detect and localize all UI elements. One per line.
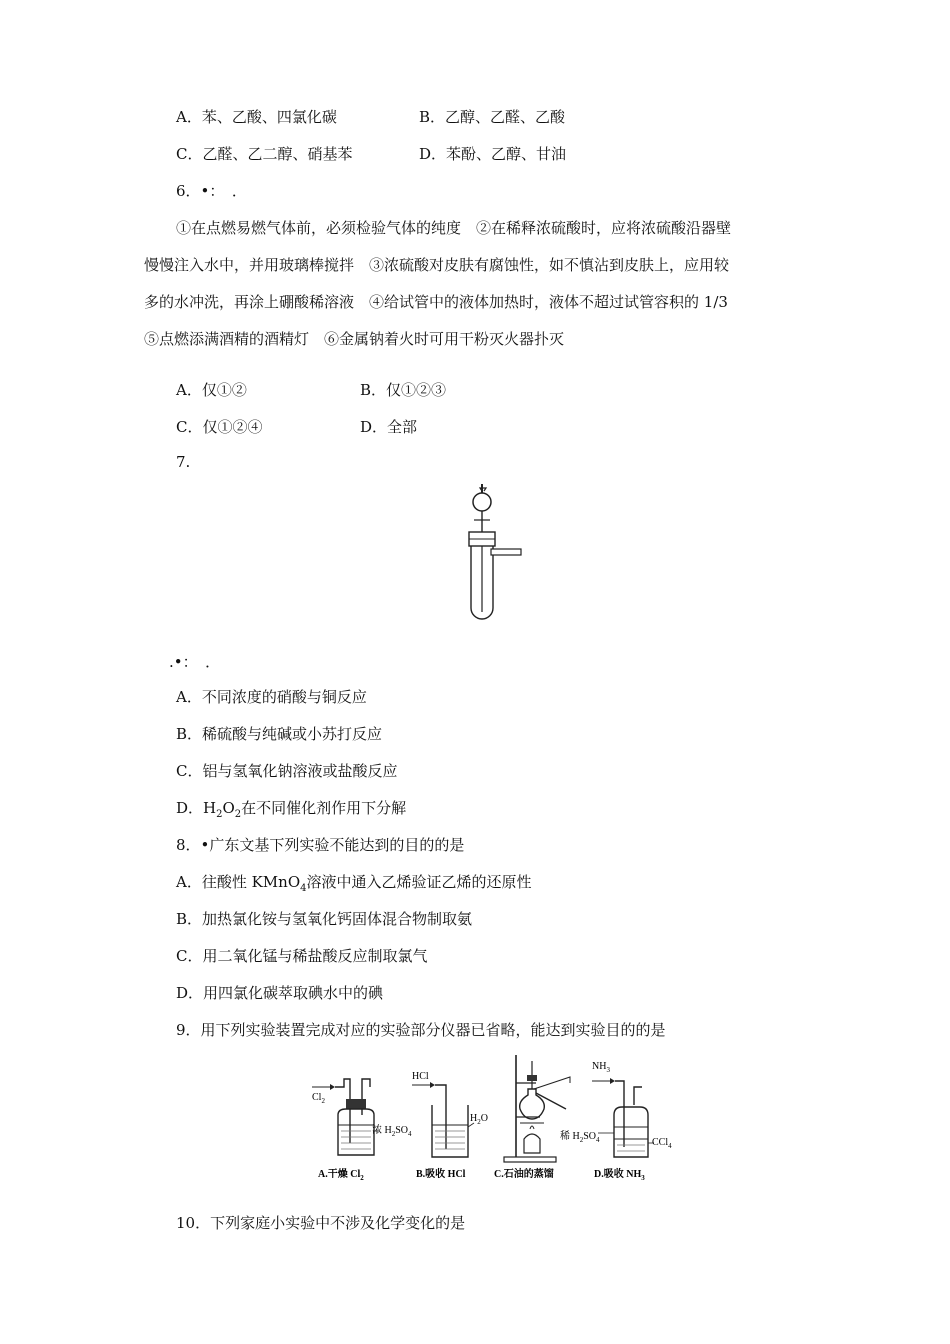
- q9-apparatus-figure: [308, 1053, 678, 1183]
- q7-option-d: D．$H_2O_2$在不同催化剂作用下分解: [176, 799, 407, 820]
- q6-option-a: A．仅①②: [176, 381, 247, 399]
- q6-line-2: 慢慢注入水中，并用玻璃棒搅拌 ③浓硫酸对皮肤有腐蚀性，如不慎沾到皮肤上，应用较: [144, 256, 730, 274]
- q7-option-a: A．不同浓度的硝酸与铜反应: [176, 688, 367, 706]
- q7-stem: .•： ．: [169, 653, 221, 671]
- label-conc-h2so4: 浓 $H_2SO_4$: [372, 1125, 412, 1138]
- q8-option-c: C．用二氧化锰与稀盐酸反应制取氯气: [176, 947, 428, 965]
- q6-line-1: ①在点燃易燃气体前，必须检验气体的纯度 ②在稀释浓硫酸时，应将浓硫酸沿器壁: [176, 219, 732, 237]
- q6-line-4: ⑤点燃添满酒精的酒精灯 ⑥金属钠着火时可用干粉灭火器扑灭: [144, 330, 565, 348]
- label-hcl: HCl: [412, 1071, 429, 1082]
- q8-option-b: B．加热氯化铵与氢氧化钙固体混合物制取氨: [176, 910, 473, 928]
- q10-stem: 10．下列家庭小实验中不涉及化学变化的是: [176, 1214, 466, 1232]
- q9-stem: 9．用下列实验装置完成对应的实验部分仪器已省略，能达到实验目的的是: [176, 1021, 666, 1039]
- label-dilute-h2so4: 稀 $H_2SO_4$: [560, 1131, 600, 1144]
- side-outlet-tube: [491, 549, 521, 555]
- q7-option-c: C．铝与氢氧化钠溶液或盐酸反应: [176, 762, 398, 780]
- q6-option-b: B．仅①②③: [360, 381, 447, 399]
- q6-line-3: 多的水冲洗，再涂上硼酸稀溶液 ④给试管中的液体加热时，液体不超过试管容积的 1/3: [144, 293, 728, 311]
- caption-a: A.干燥 $Cl_2$: [318, 1169, 364, 1182]
- label-h2o: $H_2O$: [470, 1113, 488, 1126]
- q6-option-d: D．全部: [360, 418, 418, 436]
- q7-number: 7.: [176, 453, 191, 471]
- caption-c: C.石油的蒸馏: [494, 1169, 554, 1180]
- q6-number: 6．•： ．: [176, 182, 247, 200]
- q5-option-c: C．乙醛、乙二醇、硝基苯: [176, 145, 353, 163]
- q8-option-a: A．往酸性 KMnO$_4$溶液中通入乙烯验证乙烯的还原性: [176, 873, 532, 894]
- caption-d: D.吸收 $NH_3$: [594, 1169, 645, 1182]
- label-nh3: $NH_3$: [592, 1061, 610, 1074]
- q5-option-a: A．苯、乙酸、四氯化碳: [176, 108, 337, 126]
- q6-option-c: C．仅①②④: [176, 418, 263, 436]
- label-cl2: $Cl_2$: [312, 1092, 325, 1105]
- q8-stem: 8．•广东文基下列实验不能达到的目的的是: [176, 836, 465, 854]
- caption-b: B.吸收 HCl: [416, 1169, 466, 1180]
- label-ccl4: CCl$_4$: [652, 1137, 672, 1150]
- q5-option-b: B．乙醇、乙醛、乙酸: [419, 108, 566, 126]
- apparatus-b-beaker: [412, 1071, 488, 1157]
- test-tube-apparatus-figure: [460, 484, 530, 624]
- q7-option-b: B．稀硫酸与纯碱或小苏打反应: [176, 725, 383, 743]
- apparatus-d-gas-washing-bottle: [560, 1061, 672, 1157]
- apparatus-c-distillation: [504, 1055, 570, 1162]
- q8-option-d: D．用四氯化碳萃取碘水中的碘: [176, 984, 384, 1002]
- funnel-ball: [473, 493, 491, 511]
- q5-option-d: D．苯酚、乙醇、甘油: [419, 145, 567, 163]
- apparatus-a-gas-washing-bottle: [312, 1079, 412, 1155]
